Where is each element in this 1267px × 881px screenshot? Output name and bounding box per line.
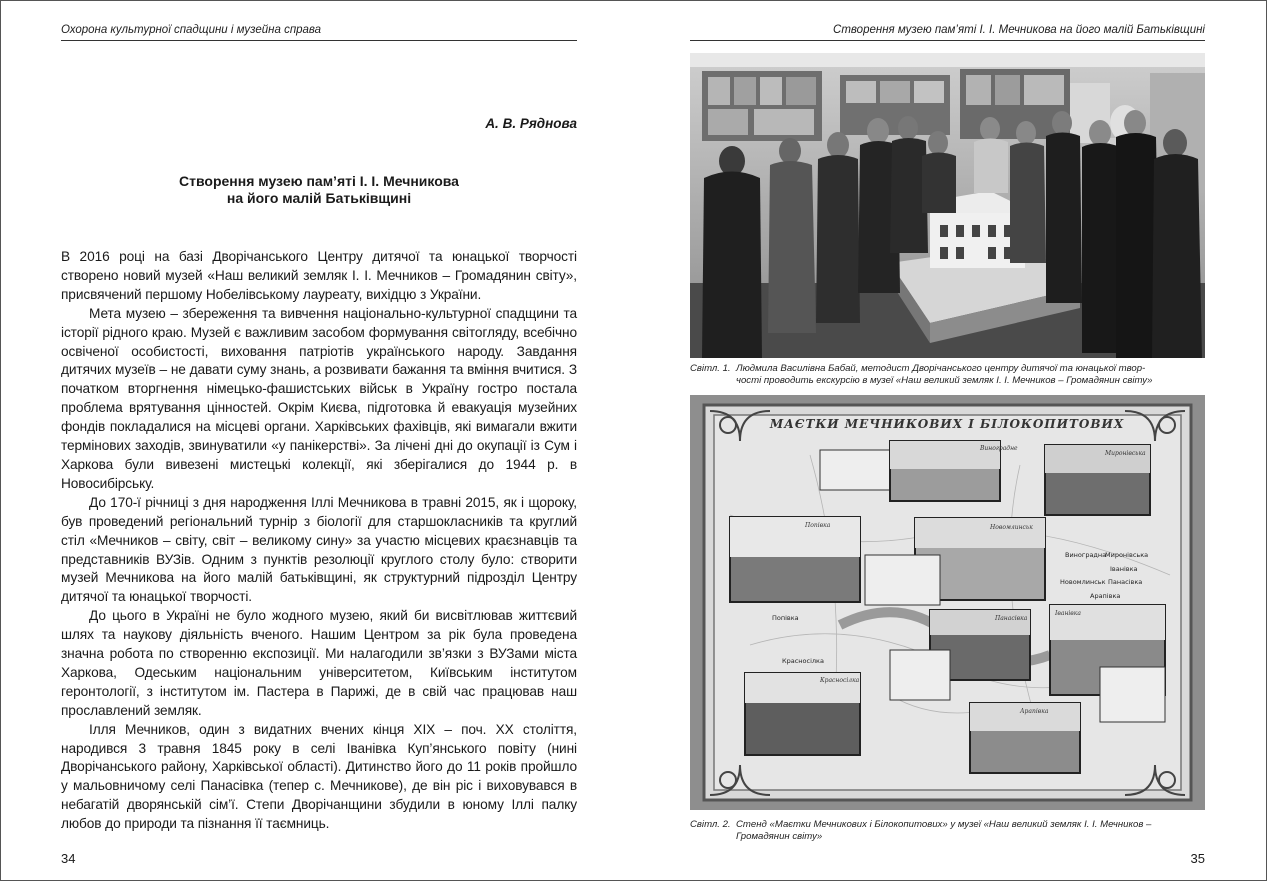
- photo-label: Красносілка: [820, 677, 860, 684]
- paragraph: До цього в Україні не було жодного музею, який би висвітлював життєвий шлях та наукову діяльність вченого. Нашим Центром за рік була проведена значна робота по створенню експозиції. Ми налагодили зв’язки з ВУЗами міста Харкова, Одеським національним університетом, Київським інститутом геронтології, з інститутом ім. Пастера в Парижі, де в свій час працював наш прославлений земляк.: [61, 608, 577, 718]
- photo1-caption-label: Світл. 1.: [690, 363, 731, 374]
- photo-label: Миронівська: [1105, 450, 1146, 457]
- page-number-left: 34: [61, 851, 76, 866]
- photo2-caption: [690, 819, 1205, 842]
- title-line-1: Створення музею пам’яті І. І. Мечникова: [179, 173, 459, 189]
- map-label: Новомлинськ: [1060, 578, 1106, 586]
- map-label: Красносілка: [782, 657, 824, 665]
- map-label: Попівка: [772, 614, 799, 622]
- left-header-rule: [61, 40, 577, 41]
- photo-label: Новомлинськ: [990, 524, 1033, 531]
- photo1-caption-line1: Людмила Василівна Бабай, методист Дворічанського центру дитячої та юнацької твор-: [736, 363, 1146, 374]
- page-number-right: 35: [1190, 851, 1205, 866]
- left-running-head: Охорона культурної спадщини і музейна справа: [61, 24, 322, 36]
- right-running-head: Створення музею пам’яті І. І. Мечникова на його малій Батьківщині: [833, 24, 1205, 36]
- right-header-rule: [690, 40, 1205, 41]
- photo1-caption: [690, 363, 1205, 386]
- photo1-caption-line2: чості проводить екскурсію в музеї «Наш великий земляк І. І. Мечников – Громадянин світу»: [736, 374, 1153, 386]
- photo-label: Арапівка: [1020, 708, 1049, 715]
- paragraph: Ілля Мечников, один з видатних вчених кінця ХІХ – поч. ХХ століття, народився 3 травня 1845 року в селі Іванівка Куп’янського повіту (нині Дворічанського району, Харківської області). Дитинство його до 11 років пройшло у мальовничому селі Панасівка (тепер с. Мечникове), де він ріс і виховувався в небагатій дворянській сім’ї. Степи Дворічанщини збудили в юному Іллі палку любов до природи та пізнання її таємниць.: [61, 721, 577, 832]
- map-label: Панасівка: [1108, 578, 1143, 586]
- photo2-caption-label: Світл. 2.: [690, 819, 731, 830]
- map-label: Іванівка: [1110, 565, 1138, 573]
- museum-tour-illustration: [690, 53, 1205, 358]
- estates-stand-illustration: [690, 395, 1205, 810]
- museum-tour-photo: [690, 53, 1205, 358]
- photo-label: Панасівка: [995, 615, 1028, 622]
- paragraph: В 2016 році на базі Дворічанського Центру дитячої та юнацької творчості створено новий музей «Наш великий земляк І. І. Мечников – Громадянин світу», присвячений першому Нобелівському лауреату, вихідцю з України.: [61, 249, 577, 302]
- photo2-caption-line1: Стенд «Маєтки Мечникових і Білокопитових» у музеї «Наш великий земляк І. І. Мечников –: [736, 819, 1152, 830]
- left-page: [1, 1, 634, 880]
- paragraph: Мета музею – збереження та вивчення національно-культурної спадщини та історії рідного краю. Музей є важливим засобом формування світогляду, всебічно освіченої особистості, виховання патріотів українського народу. Завдання дитячих музеїв – не давати суму знань, а розвивати бажання та вміння вчитися. З початком вторгнення німецько-фашистських військ в Україну гостро постала проблема врятування цінностей. Окрім Києва, підготовка й евакуація музейних фондів покладалися на місцеві органи. Харківських фахівців, які вимагали вжити термінових заходів, звинуватили «у панікерстві». За лічені дні до окупації із Сум і Харкова були вивезені мистецькі колекції, які зберігалися до 1944 р. в Новосибірську.: [61, 305, 577, 491]
- estates-stand-photo: [690, 395, 1205, 810]
- map-label: Миронівська: [1105, 551, 1149, 559]
- paragraph: До 170-ї річниці з дня народження Іллі Мечникова в травні 2015, як і щороку, був проведений регіональний турнір з біології для старшокласників та круглий стіл «Мечников – світу, світ – великому сину» за участю місцевих краєзнавців та представників ВУЗів. Одним з пунктів резолюції круглого столу було: створити музей Мечникова на його малій батьківщині, як структурний підрозділ Центру дитячої та юнацької творчості.: [61, 494, 577, 605]
- photo-label: Попівка: [805, 522, 831, 529]
- article-title: [61, 173, 577, 207]
- stand-title: МАЄТКИ МЕЧНИКОВИХ І БІЛОКОПИТОВИХ: [769, 417, 1125, 431]
- map-label: Виноградна: [1065, 551, 1107, 559]
- article-body: [61, 248, 577, 834]
- author-name: А. В. Ряднова: [485, 116, 577, 131]
- title-line-2: на його малій Батьківщині: [226, 190, 412, 206]
- photo-label: Виноградне: [980, 445, 1018, 452]
- map-label: Арапівка: [1090, 592, 1121, 600]
- photo2-caption-line2: Громадянин світу»: [736, 830, 823, 842]
- photo-label: Іванівка: [1055, 610, 1081, 617]
